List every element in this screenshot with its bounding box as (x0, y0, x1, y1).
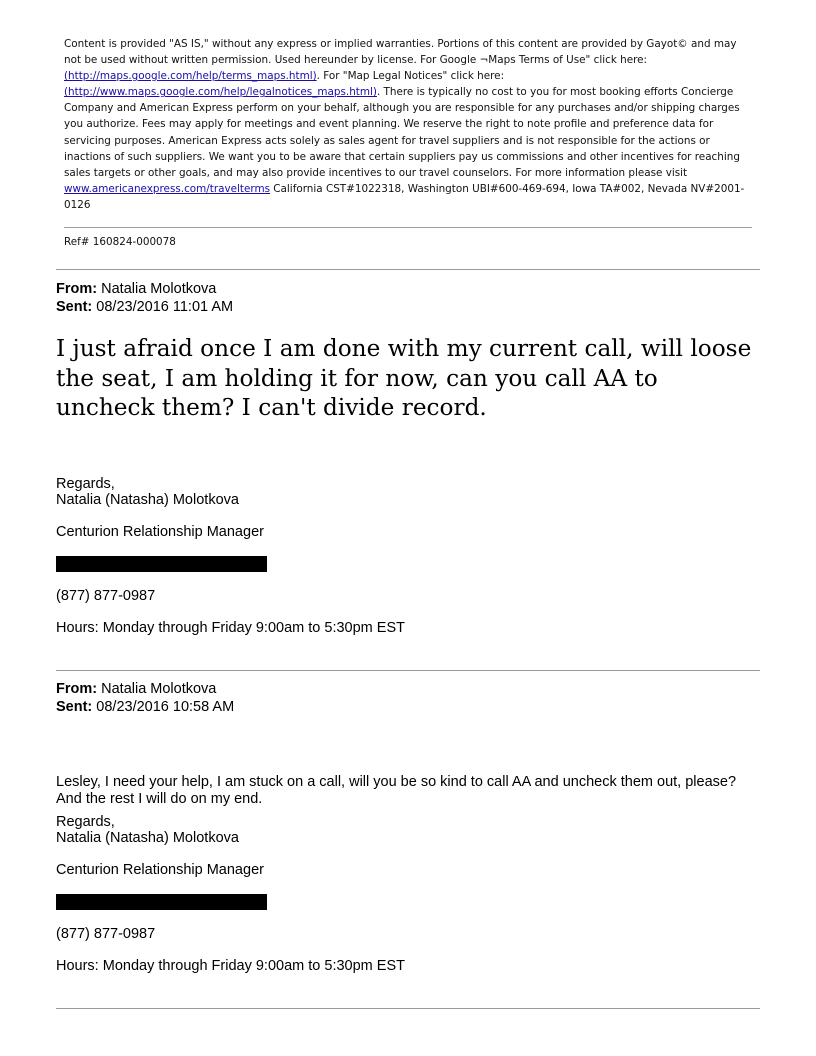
disclaimer-text-1: Content is provided "AS IS," without any express or implied warranties. Portions of this content are provided by Gayot© and may not be used without written permission. Used hereunder by license. For Google ¬Maps Terms of Use" click here: (64, 38, 737, 67)
signature-phone: (877) 877-0987 (56, 926, 156, 942)
from-value: Natalia Molotkova (101, 681, 217, 697)
redacted-block (56, 894, 267, 910)
signature-hours: Hours: Monday through Friday 9:00am to 5:30pm EST (56, 620, 405, 636)
sent-label: Sent: (56, 699, 93, 715)
email-divider (56, 670, 760, 671)
divider (64, 227, 752, 228)
signature-name: Natalia (Natasha) Molotkova (56, 830, 239, 846)
signature-regards: Regards, (56, 814, 115, 830)
email-body: Lesley, I need your help, I am stuck on a call, will you be so kind to call AA and uncheck them out, please? And the rest I will do on my end. (56, 774, 737, 807)
sent-value: 08/23/2016 10:58 AM (96, 699, 235, 715)
disclaimer-text-4: California CST#1022318, Washington UBI#600-469-694, Iowa TA#002, Nevada NV#2001-0126 (64, 182, 745, 211)
signature-regards: Regards, (56, 476, 115, 492)
redacted-block (56, 556, 267, 572)
sent-value: 08/23/2016 11:01 AM (96, 299, 234, 315)
email-body: I just afraid once I am done with my current call, will loose the seat, I am holding it for now, can you call AA to uncheck them? I can't divide record. (56, 335, 752, 421)
from-label: From: (56, 681, 98, 697)
google-maps-legal-notices-link[interactable]: (http://www.maps.google.com/help/legalnotices_maps.html) (64, 86, 377, 99)
email-sent (56, 298, 233, 316)
amex-travel-terms-link[interactable]: www.americanexpress.com/travelterms (64, 182, 270, 195)
legal-disclaimer (64, 36, 754, 213)
disclaimer-text-3: . There is typically no cost to you for most booking efforts Concierge Company and American Express perform on your behalf, although you are responsible for any purchases and/or shipping charges you authorize. Fees may apply for meetings and event planning. We reserve the right to note profile and preference data for servicing purposes. American Express acts solely as sales agent for travel suppliers and is not responsible for the actions or inactions of such suppliers. We want you to be aware that certain suppliers pay us commissions and other incentives for reaching sales targets or other goals, and may also provide incentives to our travel counselors. For more information please visit (64, 86, 740, 179)
reference-number: Ref# 160824-000078 (64, 236, 176, 248)
email-from (56, 280, 216, 298)
email-divider (56, 269, 760, 270)
signature-title: Centurion Relationship Manager (56, 862, 264, 878)
signature-title: Centurion Relationship Manager (56, 524, 264, 540)
email-sent (56, 698, 234, 716)
email-divider (56, 1008, 760, 1009)
signature-hours: Hours: Monday through Friday 9:00am to 5:30pm EST (56, 958, 405, 974)
signature-name: Natalia (Natasha) Molotkova (56, 492, 239, 508)
sent-label: Sent: (56, 299, 93, 315)
google-maps-terms-link[interactable]: (http://maps.google.com/help/terms_maps.html) (64, 70, 317, 83)
from-label: From: (56, 281, 98, 297)
disclaimer-text-2: . For "Map Legal Notices" click here: (316, 70, 505, 83)
email-from (56, 680, 216, 698)
signature-phone: (877) 877-0987 (56, 588, 156, 604)
from-value: Natalia Molotkova (101, 281, 217, 297)
